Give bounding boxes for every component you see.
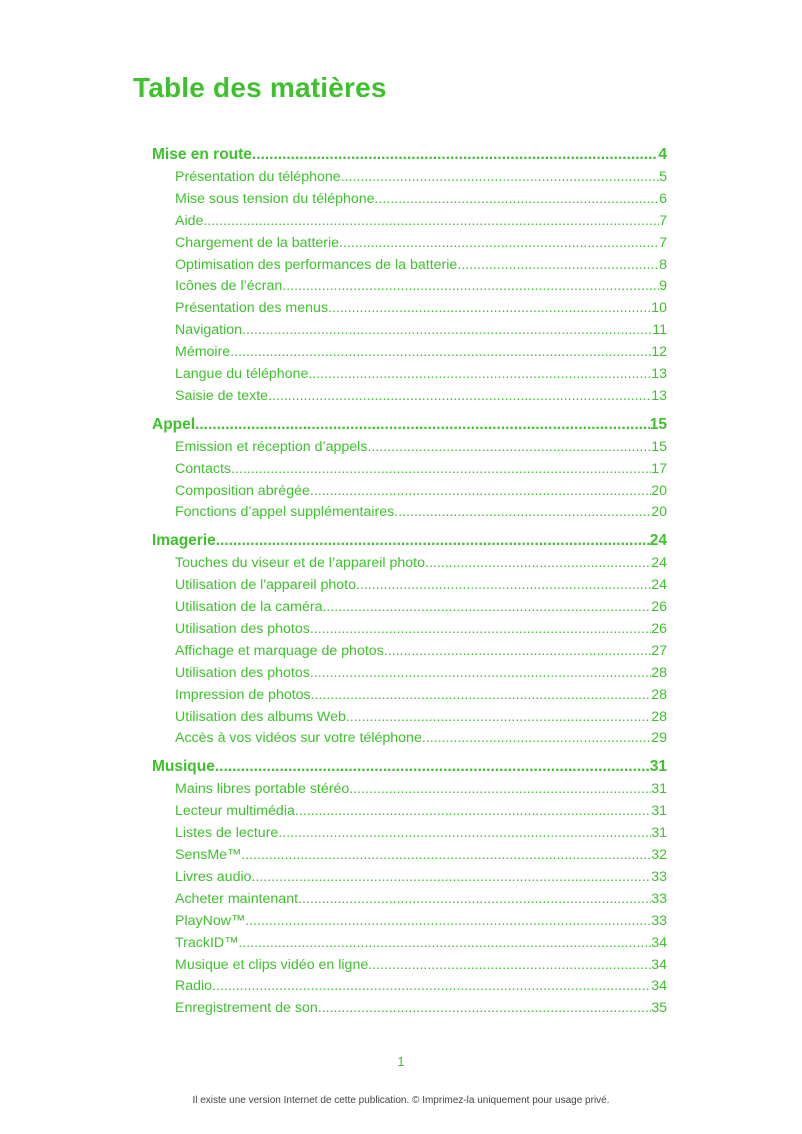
toc-page-number: 7 [659,234,667,251]
toc-entry-title: Chargement de la batterie [175,234,340,251]
toc-entry[interactable] [175,388,667,410]
dot-leader [241,847,651,863]
toc-entry-title: Touches du viseur et de l’appareil photo [175,555,426,572]
dot-leader [242,322,652,338]
toc-page-number: 7 [659,212,667,229]
toc-entry-title: Radio [175,978,213,995]
toc-entry-title: Acheter maintenant [175,890,299,907]
toc-page-number: 34 [651,956,667,973]
toc-entry[interactable] [175,169,667,191]
toc-page-number: 34 [651,934,667,951]
toc-entry-title: Appel [152,415,196,433]
toc-page-number: 32 [651,847,667,864]
toc-entry-title: Saisie de texte [175,387,269,404]
dot-leader [328,300,651,316]
toc-page-number: 20 [651,482,667,499]
toc-entry-title: Utilisation des photos [175,664,310,681]
toc-entry-title: Emission et réception d’appels [175,438,368,455]
toc-page-number: 35 [651,1000,667,1017]
toc-entry[interactable] [175,709,667,731]
toc-entry-title: Fonctions d’appel supplémentaires [175,504,395,521]
toc-page-number: 27 [651,642,667,659]
toc-entry[interactable] [175,825,667,847]
dot-leader [278,825,651,841]
dot-leader [310,621,651,637]
page-title: Table des matières [133,72,387,103]
toc-entry-title: Musique [152,758,215,776]
toc-page-number: 31 [651,825,667,842]
toc-page-number: 5 [659,169,667,185]
toc-entry[interactable] [175,730,667,752]
dot-leader [457,257,659,273]
dot-leader [368,957,651,973]
toc-entry[interactable] [175,643,667,665]
toc-entry[interactable] [175,869,667,891]
toc-entry-title: PlayNow™ [175,912,246,929]
toc-entry[interactable] [175,300,667,322]
toc-entry[interactable] [175,847,667,869]
toc-entry[interactable] [175,257,667,279]
toc-section-heading[interactable] [152,145,667,169]
dot-leader [367,439,651,455]
dot-leader [346,709,651,725]
toc-page-number: 13 [651,366,667,383]
toc-section-mise-en-route [152,145,667,410]
toc-page-number: 12 [651,344,667,361]
dot-leader [282,278,659,294]
dot-leader [215,758,650,776]
page-number: 1 [397,1054,405,1069]
toc-entry[interactable] [175,439,667,461]
toc-entry-title: Mise sous tension du téléphone [175,190,375,207]
footer-note: Il existe une version Internet de cette publication. © Imprimez-la uniquement pour usage privé. [192,1095,610,1106]
dot-leader [295,803,651,819]
toc-page-number: 28 [651,708,667,725]
toc-entry-title: Musique et clips vidéo en ligne [175,956,369,973]
toc-page-number: 33 [651,912,667,929]
toc-page-number: 4 [658,146,667,163]
toc-page-number: 20 [651,504,667,521]
toc-entry[interactable] [175,461,667,483]
toc-page-number: 24 [649,532,667,550]
toc-page-number: 15 [649,415,667,433]
toc-page-number: 31 [649,758,667,776]
toc-entry-title: Optimisation des performances de la batterie [175,256,458,273]
toc-entry[interactable] [175,891,667,913]
toc-page-number: 11 [652,322,667,339]
toc-page-number: 28 [651,686,667,703]
dot-leader [422,730,651,746]
toc-section-appel [152,415,667,527]
toc-page-number: 24 [651,577,667,594]
toc-entry-title: Langue du téléphone [175,366,309,383]
toc-entry[interactable] [175,665,667,687]
toc-page-number: 33 [651,890,667,907]
toc-page-number: 13 [651,387,667,404]
toc-entry[interactable] [175,344,667,366]
toc-entry-title: Enregistrement de son [175,1000,318,1017]
dot-leader [268,388,651,404]
toc-page-number: 29 [651,730,667,747]
toc-entry[interactable] [175,1000,667,1022]
toc-entry[interactable] [175,504,667,526]
dot-leader [216,532,650,550]
toc-entry-title: Utilisation de l'appareil photo [175,577,356,594]
toc-entry[interactable] [175,978,667,1000]
toc-page-number: 26 [651,621,667,638]
toc-section-imagerie [152,531,667,752]
toc-entry-title: SensMe™ [175,847,242,864]
dot-leader [341,169,659,185]
toc-entry-title: Mémoire [175,344,231,361]
dot-leader [310,483,651,499]
dot-leader [375,191,660,207]
toc-page-number: 6 [659,190,667,207]
dot-leader [339,235,659,251]
toc-entry[interactable] [175,621,667,643]
toc-entry-title: Mains libres portable stéréo [175,781,350,798]
toc-page-number: 8 [659,256,667,273]
toc-page-number: 31 [651,781,667,798]
toc-entry-title: Imagerie [152,532,216,550]
dot-leader [195,416,650,434]
dot-leader [425,555,651,571]
dot-leader [212,978,651,994]
dot-leader [394,504,651,520]
toc-entry[interactable] [175,803,667,825]
toc-entry-title: Composition abrégée [175,482,310,499]
toc-entry[interactable] [175,483,667,505]
toc-page-number: 33 [651,868,667,885]
toc-entry-title: Utilisation des albums Web [175,708,346,725]
toc-page-number: 24 [651,555,667,572]
toc-entry[interactable] [175,687,667,709]
toc-page-number: 17 [651,460,667,477]
toc-page-number: 28 [651,664,667,681]
toc-entry[interactable] [175,599,667,621]
toc-entry[interactable] [175,913,667,935]
toc-entry[interactable] [175,191,667,213]
dot-leader [230,344,651,360]
table-of-contents [152,145,667,1027]
toc-entry-title: Accès à vos vidéos sur votre téléphone [175,730,422,747]
dot-leader [311,687,652,703]
toc-section-heading[interactable] [152,531,667,555]
toc-entry-title: Aide [175,212,204,229]
toc-entry-title: Utilisation des photos [175,621,310,638]
toc-page-number: 34 [651,978,667,995]
dot-leader [318,1000,651,1016]
toc-page-number: 31 [651,803,667,820]
dot-leader [308,366,651,382]
dot-leader [310,665,651,681]
toc-page-number: 26 [651,599,667,616]
dot-leader [384,643,651,659]
dot-leader [203,213,659,229]
toc-section-heading[interactable] [152,415,667,439]
toc-entry[interactable] [175,278,667,300]
toc-section-musique [152,757,667,1022]
toc-entry-title: Lecteur multimédia [175,803,295,820]
toc-entry[interactable] [175,235,667,257]
dot-leader [252,869,652,885]
toc-entry[interactable] [175,555,667,577]
toc-entry-title: Présentation des menus [175,300,329,317]
toc-entry-title: Livres audio [175,868,252,885]
toc-page-number: 10 [651,300,667,317]
toc-entry[interactable] [175,213,667,235]
dot-leader [298,891,651,907]
dot-leader [356,577,651,593]
toc-entry[interactable] [175,322,667,344]
toc-entry[interactable] [175,781,667,803]
toc-section-heading[interactable] [152,757,667,781]
dot-leader [245,913,651,929]
dot-leader [231,461,651,477]
toc-entry-title: TrackID™ [175,934,239,951]
toc-entry[interactable] [175,577,667,599]
dot-leader [322,599,651,615]
toc-page-number: 15 [651,438,667,455]
toc-entry-title: Navigation [175,322,243,339]
dot-leader [252,146,658,164]
dot-leader [349,781,651,797]
toc-entry-title: Présentation du téléphone [175,169,341,185]
dot-leader [238,935,651,951]
toc-entry-title: Affichage et marquage de photos [175,642,384,659]
toc-entry-title: Listes de lecture [175,825,279,842]
toc-entry[interactable] [175,366,667,388]
toc-page-number: 9 [659,278,667,295]
toc-entry[interactable] [175,957,667,979]
toc-entry-title: Impression de photos [175,686,311,703]
toc-entry-title: Icônes de l’écran [175,278,283,295]
toc-entry-title: Contacts [175,460,231,477]
toc-entry[interactable] [175,935,667,957]
toc-entry-title: Mise en route [152,146,252,163]
toc-entry-title: Utilisation de la caméra [175,599,323,616]
